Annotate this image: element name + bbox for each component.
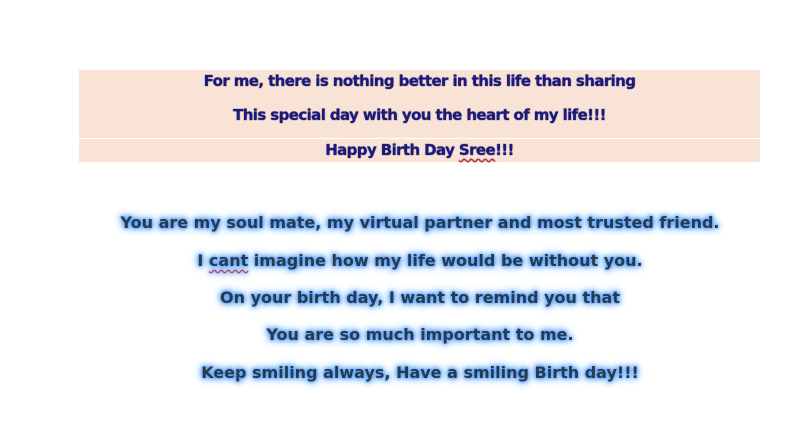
banner-line-3-prefix: Happy Birth Day [325,141,459,159]
message-line-4: You are so much important to me. [266,325,574,344]
message-line-3: On your birth day, I want to remind you that [220,288,620,307]
message-line-2-prefix: I [197,251,209,270]
banner-line-2: This special day with you the heart of my life!!! [233,106,606,124]
banner-line-3-suffix: !!! [495,141,514,159]
message-line-2 [0,250,800,272]
banner-line-3 [79,139,760,161]
spellcheck-flagged-word[interactable]: Sree [458,141,496,159]
banner-line-1: For me, there is nothing better in this life than sharing [203,72,636,90]
message-line-5: Keep smiling always, Have a smiling Birth day!!! [201,363,639,382]
message-line-2-suffix: imagine how my life would be without you. [248,251,643,270]
spellcheck-flagged-word[interactable]: cant [208,251,249,270]
message-line-1: You are my soul mate, my virtual partner and most trusted friend. [120,213,720,232]
